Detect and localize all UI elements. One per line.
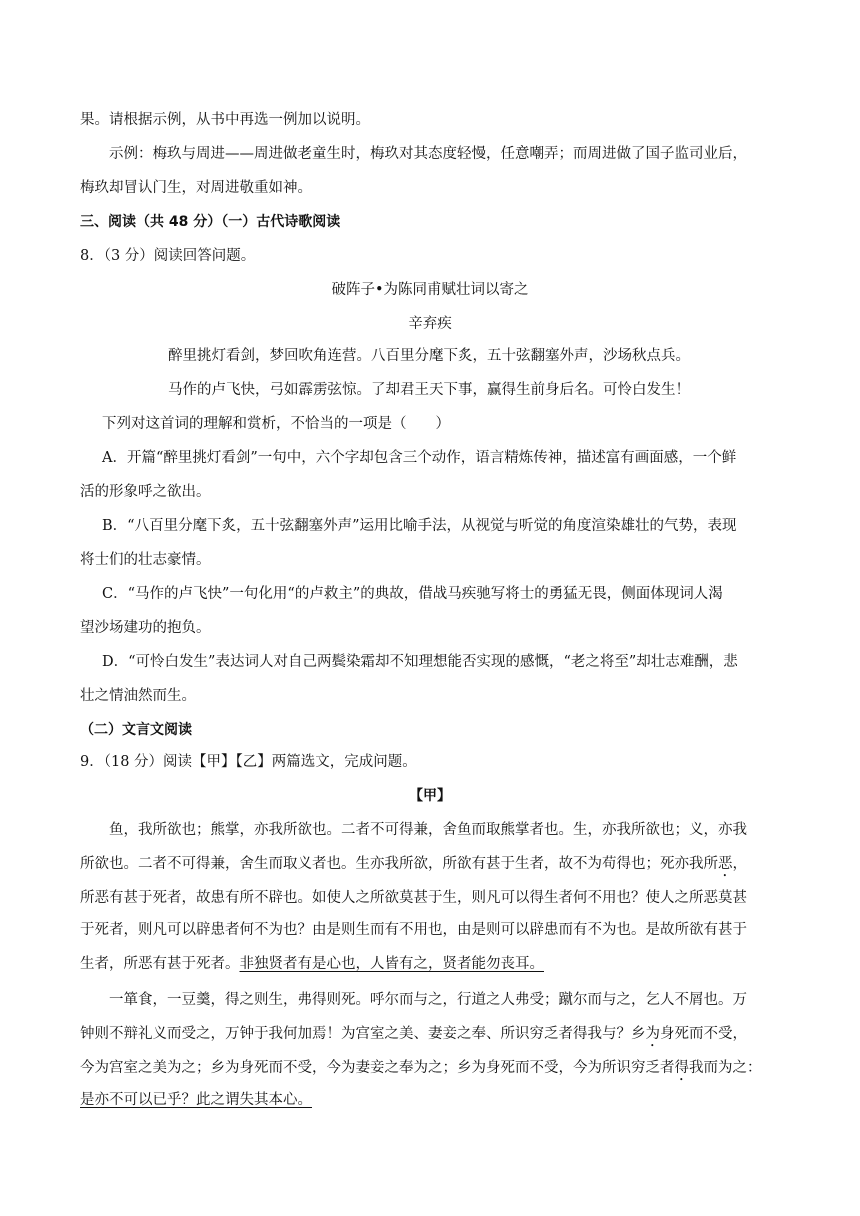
section-heading: （二）文言文阅读 [80, 722, 192, 738]
underlined-sentence: 非独贤者有是心也，人皆有之，贤者能勿丧耳。 [239, 956, 544, 972]
text-line: 梅玖却冒认门生，对周进敬重如神。 [80, 180, 312, 196]
option-a: A．开篇“醉里挑灯看剑”一句中，六个字却包含三个动作，语言精炼传神，描述富有画面感，一个鲜 [102, 450, 737, 466]
question-8-header: 8．（3 分）阅读回答问题。 [80, 248, 256, 264]
example-text: 示例：梅玖与周进——周进做老童生时，梅玖对其态度轻慢，任意嘲弄；而周进做了国子监司业后， [109, 146, 747, 162]
passage-line: 一箪食，一豆羹，得之则生，弗得则死。呼尔而与之，行道之人弗受；蹴尔而与之，乞人不屑也。万 [109, 992, 747, 1008]
option-c: C．“马作的卢飞快”一句化用“的卢救主”的典故，借战马疾驰写将士的勇猛无畏，侧面体现词人渴 [102, 586, 723, 602]
passage-label-jia: 【甲】 [409, 788, 451, 804]
poem-line: 醉里挑灯看剑，梦回吹角连营。八百里分麾下炙，五十弦翻塞外声，沙场秋点兵。 [168, 348, 690, 364]
option-b-cont: 将士们的壮志豪情。 [80, 552, 211, 568]
poem-title: 破阵子•为陈同甫赋壮词以寄之 [331, 282, 529, 298]
question-9-header: 9．（18 分）阅读【甲】【乙】两篇选文，完成问题。 [80, 754, 417, 770]
option-d: D．“可怜白发生”表达词人对自己两鬓染霜却不知理想能否实现的感慨，“老之将至”却壮志难酬，悲 [102, 654, 738, 670]
poem-author: 辛弃疾 [408, 316, 452, 332]
option-b: B．“八百里分麾下炙，五十弦翻塞外声”运用比喻手法，从视觉与听觉的角度渲染雄壮的气势，表现 [102, 518, 737, 534]
option-c-cont: 望沙场建功的抱负。 [80, 620, 211, 636]
passage-line: 钟则不辩礼义而受之，万钟于我何加焉！为宫室之美、妻妾之奉、所识穷乏者得我与？乡为身死而不受， [80, 1026, 747, 1042]
poem-line: 马作的卢飞快，弓如霹雳弦惊。了却君王天下事，赢得生前身后名。可怜白发生！ [168, 382, 690, 398]
section-heading: 三、阅读（共 48 分）（一）古代诗歌阅读 [80, 214, 341, 230]
passage-line: 生者，所恶有甚于死者。非独贤者有是心也，人皆有之，贤者能勿丧耳。 [80, 956, 544, 972]
question-stem: 下列对这首词的理解和赏析，不恰当的一项是（ ） [102, 416, 450, 432]
passage-line [80, 1090, 312, 1110]
passage-line: 鱼，我所欲也；熊掌，亦我所欲也。二者不可得兼，舍鱼而取熊掌者也。生，亦我所欲也；义，亦我 [109, 822, 747, 838]
option-a-cont: 活的形象呼之欲出。 [80, 484, 211, 500]
passage-line: 所恶有甚于死者，故患有所不辟也。如使人之所欲莫甚于生，则凡可以得生者何不用也？使人之所恶莫甚 [80, 890, 747, 906]
passage-line: 所欲也。二者不可得兼，舍生而取义者也。生亦我所欲，所欲有甚于生者，故不为苟得也；死亦我所恶， [80, 856, 747, 872]
text-line: 果。请根据示例，从书中再选一例加以说明。 [80, 112, 370, 128]
option-d-cont: 壮之情油然而生。 [80, 688, 196, 704]
passage-line: 于死者，则凡可以辟患者何不为也？由是则生而有不用也，由是则可以辟患而有不为也。是故所欲有甚于 [80, 922, 747, 938]
underlined-sentence: 是亦不可以已乎？此之谓失其本心。 [80, 1092, 312, 1108]
passage-line: 今为宫室之美为之；乡为身死而不受，今为妻妾之奉为之；乡为身死而不受，今为所识穷乏者得我而为之： [80, 1060, 762, 1076]
